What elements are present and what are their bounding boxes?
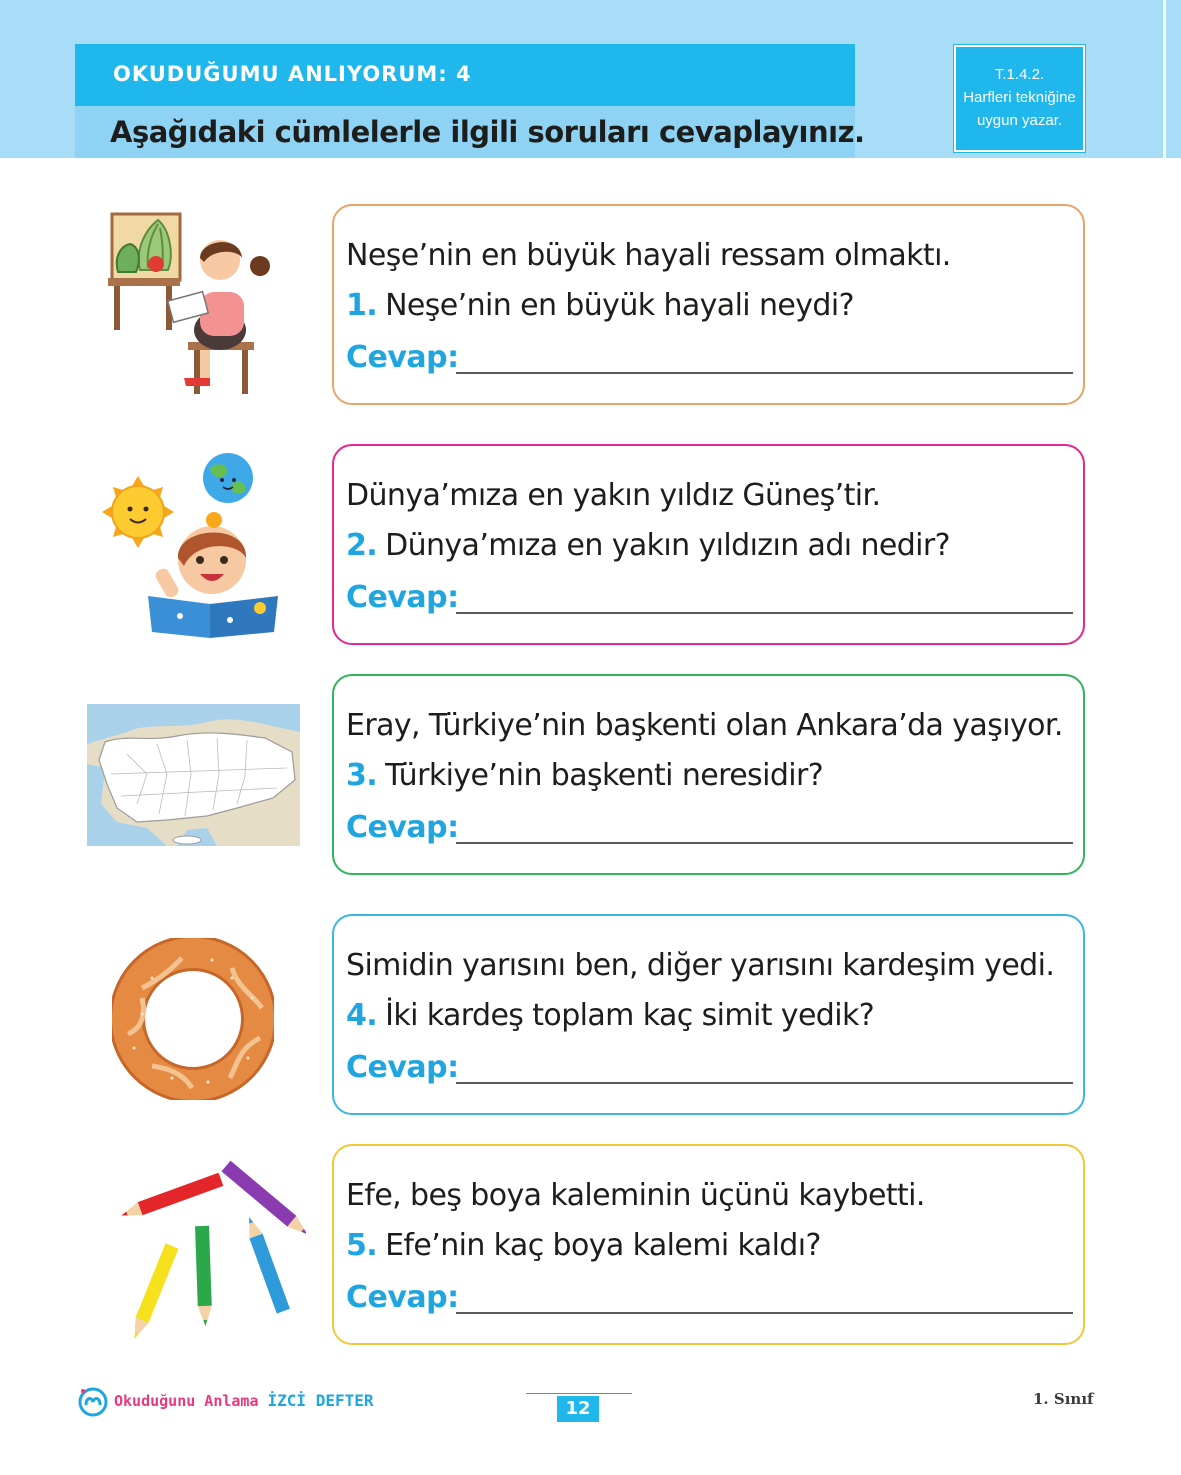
question-card-4 — [332, 914, 1085, 1115]
grade-label: 1. Sınıf — [1033, 1390, 1094, 1408]
question-number: 3. — [346, 758, 378, 793]
colored-pencils-icon — [86, 1150, 306, 1340]
answer-line[interactable] — [456, 372, 1073, 374]
objective-line-1: Harfleri tekniğine — [963, 89, 1076, 106]
question-card-2 — [332, 444, 1085, 645]
answer-line[interactable] — [456, 1312, 1073, 1314]
brand-series: İZCİ DEFTER — [267, 1391, 374, 1410]
publisher-logo-icon — [78, 1387, 108, 1417]
question-text — [346, 758, 823, 793]
question-card-5 — [332, 1144, 1085, 1345]
sentence-text: Neşe’nin en büyük hayali ressam olmaktı. — [346, 238, 951, 273]
question-label: Efe’nin kaç boya kalemi kaldı? — [385, 1228, 821, 1263]
sentence-text: Eray, Türkiye’nin başkenti olan Ankara’da yaşıyor. — [346, 708, 1063, 743]
answer-line[interactable] — [456, 1082, 1073, 1084]
question-number: 2. — [346, 528, 378, 563]
question-text — [346, 288, 854, 323]
question-label: Dünya’mıza en yakın yıldızın adı nedir? — [385, 528, 950, 563]
sentence-text: Efe, beş boya kaleminin üçünü kaybetti. — [346, 1178, 925, 1213]
question-label: Neşe’nin en büyük hayali neydi? — [385, 288, 854, 323]
page-number-rule — [526, 1393, 632, 1394]
simit-icon — [112, 938, 274, 1100]
objective-code: T.1.4.2. — [994, 66, 1045, 83]
question-text — [346, 1228, 821, 1263]
girl-reading-space-book-icon — [100, 448, 290, 638]
question-number: 5. — [346, 1228, 378, 1263]
question-card-1 — [332, 204, 1085, 405]
sentence-text: Dünya’mıza en yakın yıldız Güneş’tir. — [346, 478, 881, 513]
question-number: 1. — [346, 288, 378, 323]
answer-label: Cevap: — [346, 340, 459, 375]
answer-line[interactable] — [456, 612, 1073, 614]
header-divider — [1163, 0, 1166, 158]
answer-label: Cevap: — [346, 580, 459, 615]
question-text — [346, 998, 874, 1033]
page-number: 12 — [557, 1396, 599, 1422]
answer-label: Cevap: — [346, 1050, 459, 1085]
question-number: 4. — [346, 998, 378, 1033]
sentence-text: Simidin yarısını ben, diğer yarısını kardeşim yedi. — [346, 948, 1055, 983]
brand-name: Okuduğunu Anlama — [114, 1392, 259, 1410]
question-label: İki kardeş toplam kaç simit yedik? — [385, 998, 875, 1033]
question-card-3 — [332, 674, 1085, 875]
turkey-map-icon — [87, 704, 300, 846]
objective-code-box — [954, 45, 1085, 152]
question-label: Türkiye’nin başkenti neresidir? — [385, 758, 824, 793]
question-text — [346, 528, 950, 563]
answer-label: Cevap: — [346, 810, 459, 845]
answer-line[interactable] — [456, 842, 1073, 844]
answer-label: Cevap: — [346, 1280, 459, 1315]
objective-line-2: uygun yazar. — [976, 112, 1063, 129]
section-title: OKUDUĞUMU ANLIYORUM: 4 — [113, 62, 472, 86]
instruction-text: Aşağıdaki cümlelerle ilgili soruları cevaplayınız. — [110, 115, 865, 149]
girl-painting-icon — [100, 210, 290, 400]
footer-brand — [114, 1391, 374, 1410]
